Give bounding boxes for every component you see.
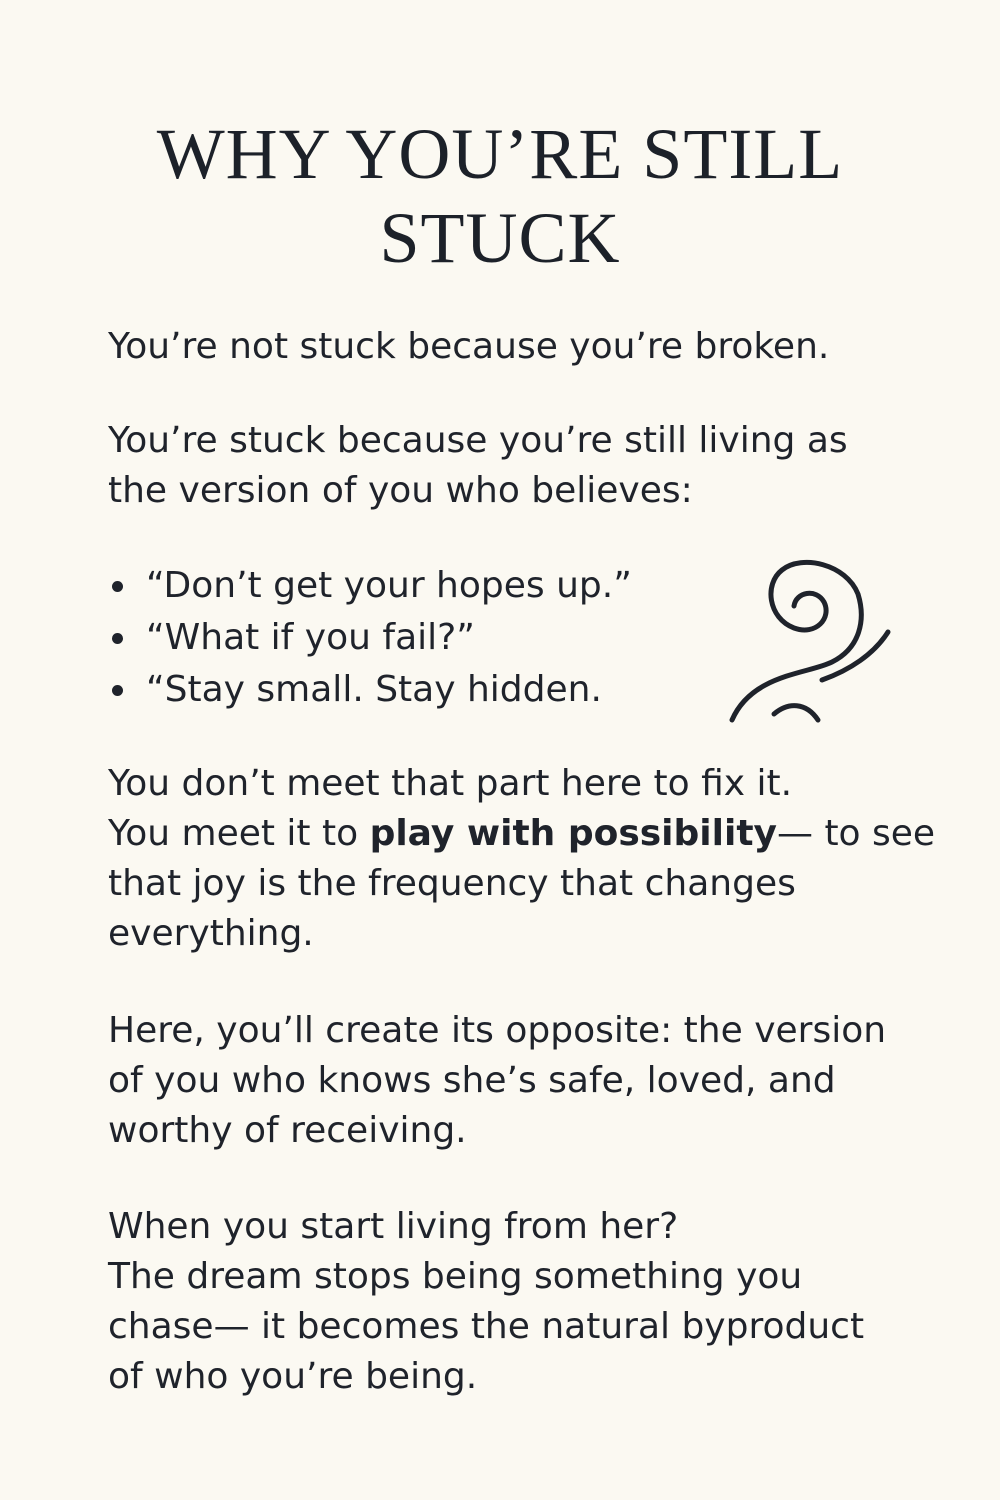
closing-line-1: When you start living from her? — [108, 1206, 679, 1247]
intro-paragraph — [108, 322, 829, 372]
closing-line-4: of who you’re being. — [108, 1356, 478, 1397]
create-line-1: Here, you’ll create its opposite: the version — [108, 1010, 887, 1051]
belief-item: “Don’t get your hopes up.” — [108, 561, 632, 613]
title-line-2: STUCK — [379, 198, 621, 278]
meet-paragraph — [108, 759, 935, 959]
create-line-2: of you who knows she’s safe, loved, and — [108, 1060, 836, 1101]
closing-line-3: chase— it becomes the natural byproduct — [108, 1306, 865, 1347]
belief-item: “Stay small. Stay hidden. — [108, 665, 632, 717]
meet-line-2-start: You meet it to — [108, 813, 370, 854]
beliefs-list — [108, 561, 632, 717]
emphasis-text: play with possibility — [369, 813, 777, 854]
page-title — [90, 112, 910, 280]
meet-line-2 — [108, 809, 935, 859]
belief-intro-line-1: You’re stuck because you’re still living as — [108, 420, 848, 461]
belief-item: “What if you fail?” — [108, 613, 632, 665]
title-line-1: WHY YOU’RE STILL — [156, 114, 844, 194]
closing-paragraph — [108, 1202, 864, 1402]
belief-intro-paragraph — [108, 416, 848, 516]
create-paragraph — [108, 1006, 886, 1156]
meet-line-3: that joy is the frequency that changes — [108, 863, 796, 904]
meet-line-2-end: — to see — [777, 813, 936, 854]
belief-intro-line-2: the version of you who believes: — [108, 470, 693, 511]
meet-line-4: everything. — [108, 913, 314, 954]
closing-line-2: The dream stops being something you — [108, 1256, 803, 1297]
create-line-3: worthy of receiving. — [108, 1110, 467, 1151]
swirl-icon — [722, 556, 900, 732]
intro-line: You’re not stuck because you’re broken. — [108, 326, 830, 367]
meet-line-1: You don’t meet that part here to fix it. — [108, 763, 793, 804]
